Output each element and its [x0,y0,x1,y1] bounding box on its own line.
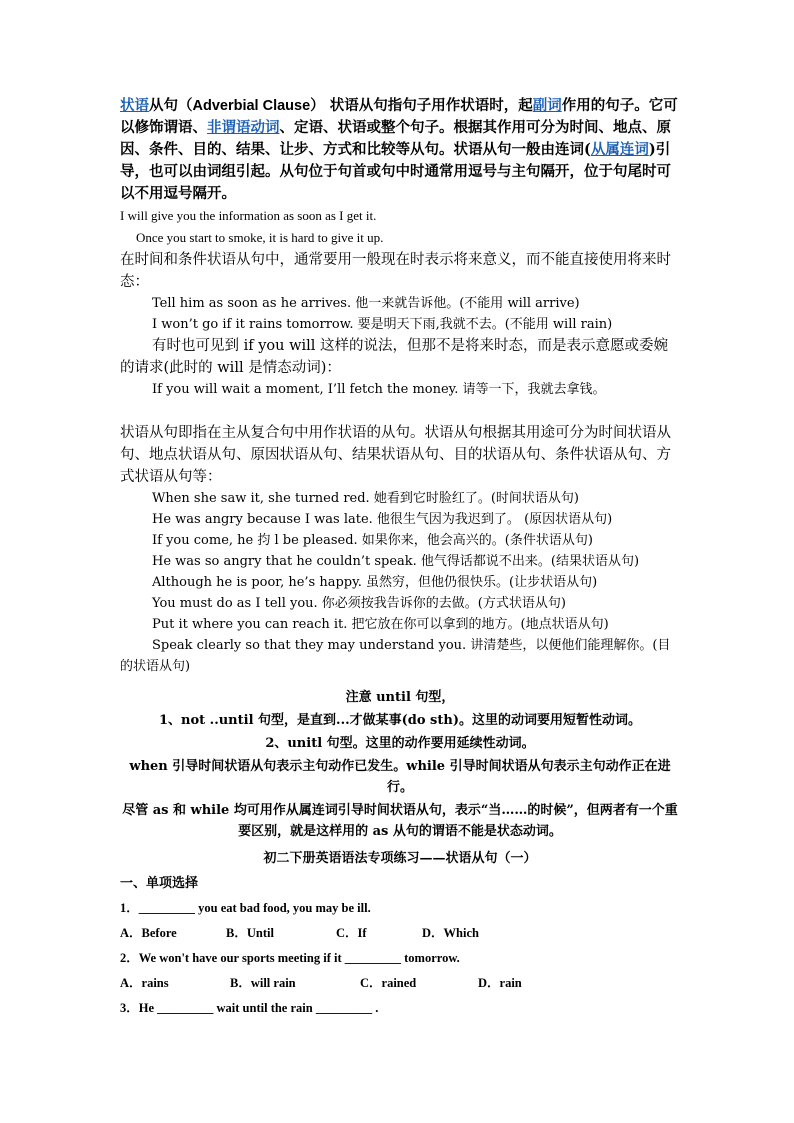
rule-paragraph: 有时也可见到 if you will 这样的说法，但那不是将来时态，而是表示意愿或委婉的请求(此时的 will 是情态动词)： [120,338,669,376]
option-b[interactable]: B．will rain [230,976,296,990]
example-line: When she saw it, she turned red. 她看到它时脸红了。(时间状语从句) [152,491,579,506]
intro-text-3: 作用的句子。它可以修饰谓语、 [120,97,678,136]
note-line: when 引导时间状语从句表示主句动作已发生。while 引导时间状语从句表示主句动作正在进行。 [129,759,671,795]
question-stem: 1．_________ you eat bad food, you may be ill. [120,901,371,915]
option-d[interactable]: D．rain [478,976,522,990]
example-line: I won’t go if it rains tomorrow. 要是明天下雨,我就不去。(不能用 will rain) [152,317,613,332]
option-a[interactable]: A．Before [120,926,177,940]
intro-text-1: 从句（ [149,97,193,114]
example-line: Put it where you can reach it. 把它放在你可以拿到的地方。(地点状语从句) [152,617,609,632]
rule-paragraph: 状语从句即指在主从复合句中用作状语的从句。状语从句根据其用途可分为时间状语从句、地点状语从句、原因状语从句、结果状语从句、目的状语从句、条件状语从句、方式状语从句等： [120,425,671,485]
question-options [120,971,680,996]
link-nonfinite-verb[interactable]: 非谓语动词 [207,119,280,136]
link-subordinating-conjunction[interactable]: 从属连词 [590,141,649,158]
intro-text-4: 、定语、状语或整个句子。根据其作用可分为时间、地点、原因、条件、目的、结果、让步、方式和比较等从句。状语从句一般由连词( [120,119,671,158]
exercise-title: 初二下册英语语法专项练习——状语从句（一） [263,851,537,866]
question-options [120,921,680,946]
example-line: If you will wait a moment, I’ll fetch the money. 请等一下，我就去拿钱。 [152,382,606,397]
option-d[interactable]: D．Which [422,926,479,940]
intro-paragraph [120,95,680,205]
spacer [120,677,680,685]
option-a[interactable]: A．rains [120,976,169,990]
example-line: He was angry because I was late. 他很生气因为我迟到了。 (原因状语从句) [152,512,613,527]
example-line: I will give you the information as soon as I get it. [120,208,377,223]
example-line: Tell him as soon as he arrives. 他一来就告诉他。(不能用 will arrive) [152,296,580,311]
option-c[interactable]: C．If [336,926,367,940]
option-b[interactable]: B．Until [226,926,274,940]
note-line: 2、unitl 句型。这里的动作要用延续性动词。 [265,736,535,751]
section-heading: 一、单项选择 [120,876,199,891]
rule-paragraph: 在时间和条件状语从句中，通常要用一般现在时表示将来意义，而不能直接使用将来时态： [120,252,671,290]
question-stem: 3．He _________ wait until the rain _________ . [120,1001,379,1015]
intro-text-2: ） 状语从句指句子用作状语时，起 [310,97,533,114]
intro-english-term: Adverbial Clause [192,98,311,114]
example-line: Although he is poor, he’s happy. 虽然穷，但他仍很快乐。(让步状语从句) [152,575,598,590]
note-line: 1、not ..until 句型，是直到...才做某事(do sth)。这里的动词要用短暂性动词。 [158,713,641,728]
link-adverb[interactable]: 副词 [532,97,562,114]
note-line: 注意 until 句型， [345,690,455,705]
document-body [120,95,680,1021]
spacer [120,400,680,422]
note-line: 尽管 as 和 while 均可用作从属连词引导时间状语从句，表示“当……的时候”，但两者有一个重要区别，就是这样用的 as 从句的谓语不能是状态动词。 [122,803,678,839]
link-adverbial[interactable]: 状语 [120,97,149,114]
example-line: Speak clearly so that they may understand you. 讲清楚些，以便他们能理解你。(目的状语从句) [120,638,671,674]
example-line: Once you start to smoke, it is hard to give it up. [136,230,384,245]
option-c[interactable]: C．rained [360,976,417,990]
example-line: He was so angry that he couldn’t speak. 他气得话都说不出来。(结果状语从句) [152,554,640,569]
example-line: You must do as I tell you. 你必须按我告诉你的去做。(方式状语从句) [152,596,566,611]
question-stem: 2．We won't have our sports meeting if it _________ tomorrow. [120,951,460,965]
intro-text-5: )引导，也可以由词组引起。从句位于句首或句中时通常用逗号与主句隔开，位于句尾时可以不用逗号隔开。 [120,141,671,202]
example-line: If you come, he 抣 l be pleased. 如果你来，他会高兴的。(条件状语从句) [152,533,593,548]
